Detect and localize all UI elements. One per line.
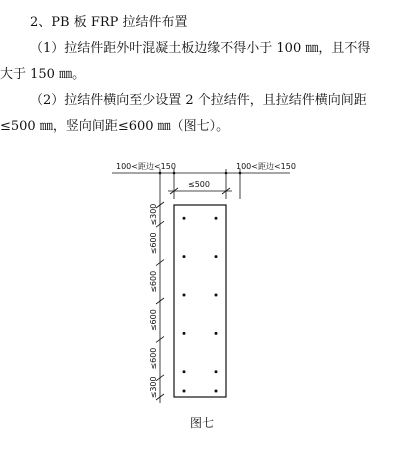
dimension-dot: [159, 172, 162, 175]
dimension-dot: [173, 172, 176, 175]
vertical-dimension-label: ≤600: [149, 347, 158, 370]
top-right-dimension-label: 100<距边<150: [236, 162, 296, 171]
tie-point: [183, 294, 186, 297]
tie-layout-drawing: [0, 155, 402, 455]
tie-point: [215, 294, 218, 297]
top-left-dimension-label: 100<距边<150: [116, 162, 176, 171]
tie-point: [215, 390, 218, 393]
item-2-line-2: ≤500 ㎜，竖向间距≤600 ㎜（图七）。: [0, 119, 230, 134]
item-1-line-2: 大于 150 ㎜。: [0, 67, 86, 82]
item-2-line-1: （2）拉结件横向至少设置 2 个拉结件，且拉结件横向间距: [30, 93, 367, 108]
vertical-dimension-labels: [149, 204, 158, 399]
panel-outline: [174, 205, 226, 397]
tie-point: [215, 332, 218, 335]
vertical-dimension-label: ≤600: [149, 232, 158, 255]
vertical-dimension-label: ≤300: [149, 203, 158, 226]
tie-point: [183, 370, 186, 373]
tie-point: [215, 255, 218, 258]
vertical-dimension-label: ≤600: [149, 270, 158, 293]
tie-point: [183, 255, 186, 258]
figure-7-tie-layout: [0, 155, 402, 455]
tie-point: [183, 332, 186, 335]
top-middle-dimension-label: ≤500: [188, 180, 210, 189]
tie-point: [215, 217, 218, 220]
tie-point: [215, 370, 218, 373]
dimension-dot: [225, 172, 228, 175]
figure-caption: 图七: [190, 416, 215, 430]
tie-points: [183, 217, 218, 393]
vertical-dimension-label: ≤600: [149, 309, 158, 332]
dimension-dot: [239, 172, 242, 175]
item-1-line-1: （1）拉结件距外叶混凝土板边缘不得小于 100 ㎜，且不得: [30, 41, 371, 56]
tie-point: [183, 390, 186, 393]
section-heading: 2、PB 板 FRP 拉结件布置: [30, 15, 188, 30]
tie-point: [183, 217, 186, 220]
vertical-dimension-label: ≤300: [149, 376, 158, 399]
